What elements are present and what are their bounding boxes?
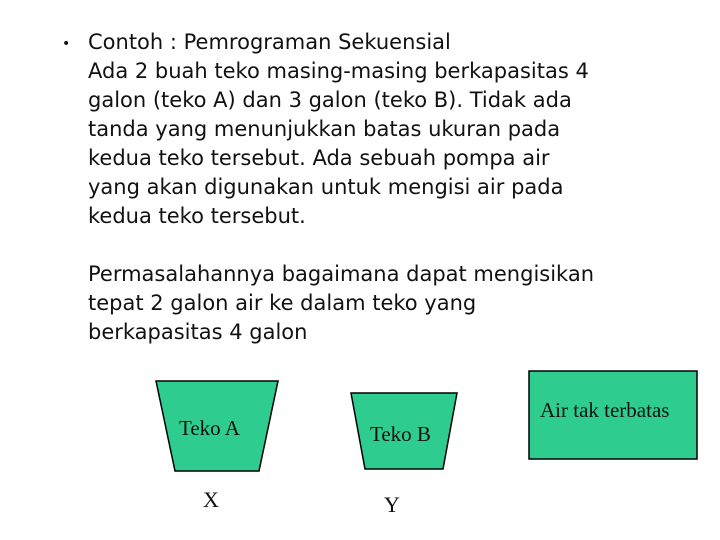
teko-a-variable: X <box>203 487 219 512</box>
water-source-label: Air tak terbatas <box>540 398 670 422</box>
bullet-icon: • <box>62 36 71 52</box>
problem-question: Permasalahannya bagaimana dapat mengisikan tepat 2 galon air ke dalam teko yang berkapasitas 4 galon <box>88 262 595 344</box>
paragraph-description: Ada 2 buah teko masing-masing berkapasitas 4 galon (teko A) dan 3 galon (teko B). Tidak ada tanda yang menunjukkan batas ukuran pada kedua teko tersebut. Ada sebuah pompa air yang akan digunakan untuk mengisi air pada kedua teko tersebut. <box>88 59 589 228</box>
problem-description <box>88 28 688 231</box>
heading: Contoh : Pemrograman Sekuensial <box>88 30 451 54</box>
teko-a-label: Teko A <box>179 416 240 440</box>
teko-b-label: Teko B <box>370 422 431 446</box>
teko-b-shape <box>350 392 458 470</box>
teko-b-variable: Y <box>384 492 400 517</box>
teko-a-shape <box>155 380 279 472</box>
water-source-shape <box>528 370 698 460</box>
